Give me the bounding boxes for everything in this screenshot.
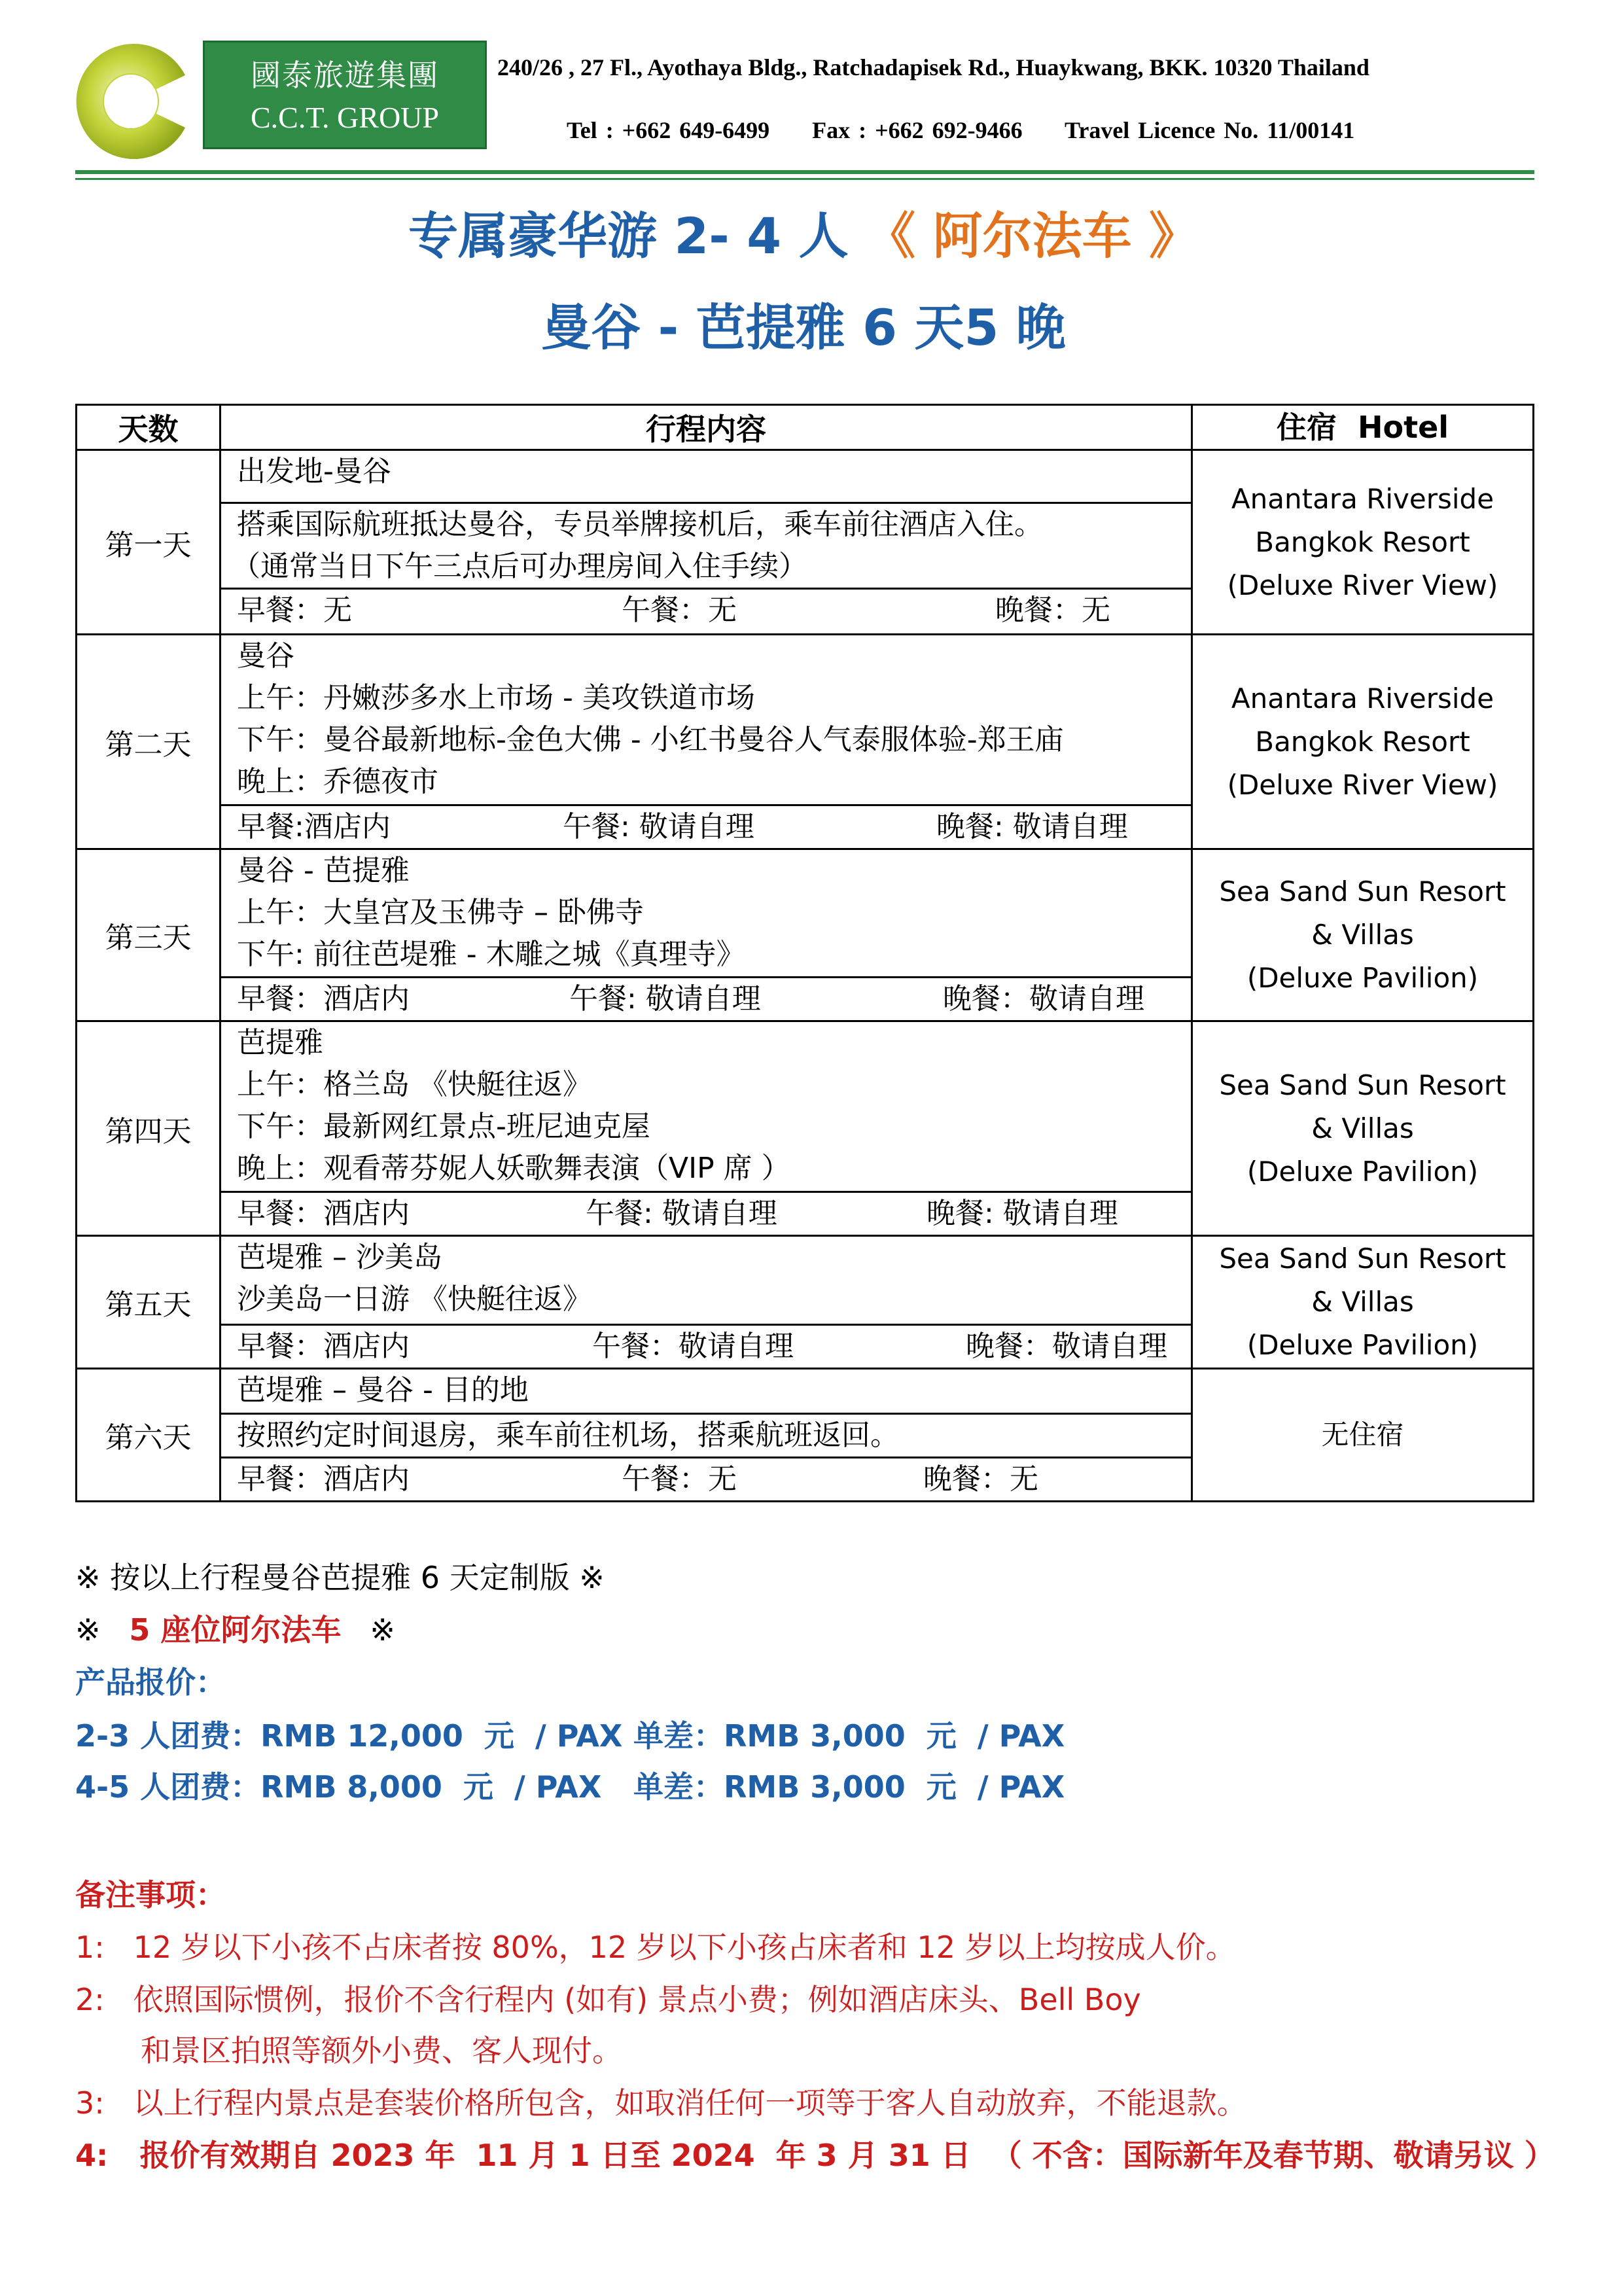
tour-title — [0, 196, 1607, 268]
meal-dinner: 晚餐：敬请自理 — [966, 1330, 1167, 1363]
day-details — [221, 1022, 1191, 1191]
meal-dinner: 晚餐: 敬请自理 — [927, 1197, 1118, 1230]
meal-lunch: 午餐: 敬请自理 — [586, 1197, 777, 1230]
day-hotel — [1193, 635, 1532, 848]
day-hotel — [1193, 1237, 1532, 1368]
table-row-day2 — [77, 633, 1532, 848]
meal-lunch: 午餐: 敬请自理 — [563, 810, 754, 843]
hotel-line: Bangkok Resort — [1255, 525, 1470, 558]
day-meals — [221, 976, 1191, 1020]
day-meals — [221, 588, 1191, 631]
day-content — [221, 451, 1193, 633]
day-route: 出发地-曼谷 — [237, 455, 391, 488]
day-detail-line: 下午: 前往芭堤雅 - 木雕之城《真理寺》 — [237, 938, 745, 971]
day-route: 芭堤雅 – 沙美岛 — [237, 1241, 442, 1274]
day-meals — [221, 1324, 1191, 1368]
day-detail-line: 晚上：乔德夜市 — [237, 765, 438, 798]
meal-breakfast: 早餐：酒店内 — [237, 1197, 410, 1230]
day-label: 第六天 — [77, 1369, 221, 1500]
price-4-5-pax: 4-5 人团费：RMB 8,000 元 / PAX — [75, 1769, 602, 1805]
header-divider-thin — [75, 178, 1534, 180]
hotel-line: Anantara Riverside — [1231, 482, 1494, 515]
cct-logo-icon — [69, 39, 193, 164]
day-detail-line: 下午：最新网红景点-班尼迪克屋 — [237, 1110, 650, 1143]
day-meals — [221, 1457, 1191, 1500]
meal-breakfast: 早餐：酒店内 — [237, 982, 410, 1016]
vehicle-note-prefix: ※ — [75, 1612, 101, 1648]
day-details — [221, 1413, 1191, 1457]
hotel-line: (Deluxe Pavilion) — [1246, 1155, 1479, 1188]
remark-3: 3: 以上行程内景点是套装价格所包含，如取消任何一项等于客人自动放弃，不能退款。 — [75, 2085, 1247, 2121]
price-title: 产品报价： — [75, 1665, 226, 1700]
day-detail-line: 上午：格兰岛 《快艇往返》 — [237, 1068, 592, 1101]
brand-box — [203, 41, 487, 149]
day-details — [221, 850, 1191, 976]
day-content — [221, 635, 1193, 848]
table-row-day6 — [77, 1368, 1532, 1500]
header-divider — [75, 170, 1534, 174]
vehicle-note-text: 5 座位阿尔法车 — [129, 1612, 342, 1648]
hotel-line: Sea Sand Sun Resort — [1219, 1243, 1506, 1275]
meal-lunch: 午餐：无 — [622, 593, 737, 627]
day-label: 第二天 — [77, 635, 221, 848]
day-detail-line: （通常当日下午三点后可办理房间入住手续） — [232, 550, 807, 583]
day-content — [221, 1022, 1193, 1235]
day-content — [221, 1237, 1193, 1368]
meal-dinner: 晚餐：无 — [923, 1462, 1038, 1496]
hotel-line: (Deluxe River View) — [1227, 768, 1498, 801]
remark-2-continued: 和景区拍照等额外小费、客人现付。 — [141, 2033, 622, 2068]
hotel-line: Sea Sand Sun Resort — [1219, 1069, 1506, 1101]
single-supplement-4-5: 单差：RMB 3,000 元 / PAX — [633, 1769, 1065, 1805]
hotel-line: 无住宿 — [1321, 1419, 1404, 1451]
company-address: 240/26 , 27 Fl., Ayothaya Bldg., Ratchadapisek Rd., Huaykwang, BKK. 10320 Thailand — [497, 54, 1369, 80]
day-detail-line: 按照约定时间退房，乘车前往机场，搭乘航班返回。 — [237, 1419, 899, 1452]
custom-version-note: ※ 按以上行程曼谷芭提雅 6 天定制版 ※ — [75, 1560, 605, 1595]
day-content — [221, 850, 1193, 1020]
itinerary-table — [75, 404, 1534, 1502]
vehicle-note-suffix: ※ — [370, 1612, 395, 1648]
table-row-day1 — [77, 449, 1532, 633]
hotel-line: & Villas — [1311, 1112, 1414, 1144]
table-row-day3 — [77, 848, 1532, 1020]
meal-lunch: 午餐: 敬请自理 — [569, 982, 761, 1016]
day-detail-line: 沙美岛一日游 《快艇往返》 — [237, 1282, 592, 1316]
hotel-line: (Deluxe River View) — [1227, 569, 1498, 601]
meal-lunch: 午餐：敬请自理 — [592, 1330, 794, 1363]
price-2-3-pax: 2-3 人团费：RMB 12,000 元 / PAX — [75, 1718, 623, 1754]
day-route: 芭提雅 — [237, 1026, 323, 1059]
day-route: 曼谷 — [237, 639, 294, 673]
hotel-line: Bangkok Resort — [1255, 725, 1470, 758]
brand-name-english: C.C.T. GROUP — [251, 101, 439, 134]
day-label: 第一天 — [77, 451, 221, 633]
remark-1: 1: 12 岁以下小孩不占床者按 80%，12 岁以下小孩占床者和 12 岁以上均按成人价。 — [75, 1930, 1236, 1965]
hotel-line: & Villas — [1311, 919, 1414, 951]
meal-breakfast: 早餐：酒店内 — [237, 1462, 410, 1496]
day-route: 芭堤雅 – 曼谷 - 目的地 — [237, 1373, 529, 1407]
table-header-row — [77, 406, 1532, 449]
meal-breakfast: 早餐：无 — [237, 593, 352, 627]
brand-name-chinese: 國泰旅遊集團 — [251, 58, 439, 93]
meal-dinner: 晚餐: 敬请自理 — [936, 810, 1128, 843]
header-hotel: 住宿 Hotel — [1276, 410, 1449, 445]
tour-title-main: 专属豪华游 2- 4 人 — [408, 207, 849, 265]
single-supplement-2-3: 单差：RMB 3,000 元 / PAX — [633, 1718, 1065, 1754]
remark-2: 2: 依照国际惯例，报价不含行程内 (如有) 景点小费；例如酒店床头、Bell Boy — [75, 1982, 1141, 2017]
meal-dinner: 晚餐：无 — [995, 593, 1110, 627]
day-meals — [221, 804, 1191, 848]
day-detail-line: 晚上：观看蒂芬妮人妖歌舞表演（VIP 席 ） — [237, 1152, 790, 1185]
day-hotel — [1193, 850, 1532, 1020]
day-detail-line: 下午：曼谷最新地标-金色大佛 - 小红书曼谷人气泰服体验-郑王庙 — [237, 723, 1064, 756]
hotel-line: & Villas — [1311, 1286, 1414, 1318]
hotel-line: Anantara Riverside — [1231, 682, 1494, 715]
header-day: 天数 — [77, 406, 221, 449]
day-hotel — [1193, 1369, 1532, 1500]
day-details — [221, 502, 1191, 588]
day-route: 曼谷 - 芭提雅 — [237, 854, 410, 887]
day-content — [221, 1369, 1193, 1500]
hotel-line: (Deluxe Pavilion) — [1246, 962, 1479, 994]
day-hotel — [1193, 451, 1532, 633]
remark-4: 4: 报价有效期自 2023 年 11 月 1 日至 2024 年 3 月 31 日 （ 不含：国际新年及春节期、敬请另议 ） — [75, 2138, 1555, 2173]
meal-dinner: 晚餐：敬请自理 — [943, 982, 1144, 1016]
header-content: 行程内容 — [221, 406, 1193, 449]
day-meals — [221, 1191, 1191, 1235]
day-label: 第五天 — [77, 1237, 221, 1368]
hotel-line: Sea Sand Sun Resort — [1219, 875, 1506, 908]
hotel-line: (Deluxe Pavilion) — [1246, 1329, 1479, 1361]
day-label: 第三天 — [77, 850, 221, 1020]
day-hotel — [1193, 1022, 1532, 1235]
day-detail-line: 搭乘国际航班抵达曼谷，专员举牌接机后，乘车前往酒店入住。 — [237, 508, 1043, 541]
remarks-title: 备注事项： — [75, 1877, 226, 1913]
company-contact: Tel : +662 649-6499 Fax : +662 692-9466 Travel Licence No. 11/00141 — [567, 117, 1355, 143]
day-label: 第四天 — [77, 1022, 221, 1235]
vehicle-note — [75, 1606, 395, 1650]
tour-title-vehicle: 《 阿尔法车 》 — [866, 207, 1199, 265]
tour-subtitle: 曼谷 - 芭提雅 6 天5 晚 — [541, 298, 1066, 357]
table-row-day5 — [77, 1235, 1532, 1368]
day-detail-line: 上午：大皇宫及玉佛寺 – 卧佛寺 — [237, 896, 644, 929]
day-detail-line: 上午：丹嫩莎多水上市场 - 美攻铁道市场 — [237, 681, 755, 715]
day-details — [221, 635, 1191, 804]
day-details — [221, 1237, 1191, 1324]
meal-breakfast: 早餐：酒店内 — [237, 1330, 410, 1363]
meal-breakfast: 早餐:酒店内 — [237, 810, 391, 843]
table-row-day4 — [77, 1020, 1532, 1235]
meal-lunch: 午餐：无 — [622, 1462, 737, 1496]
